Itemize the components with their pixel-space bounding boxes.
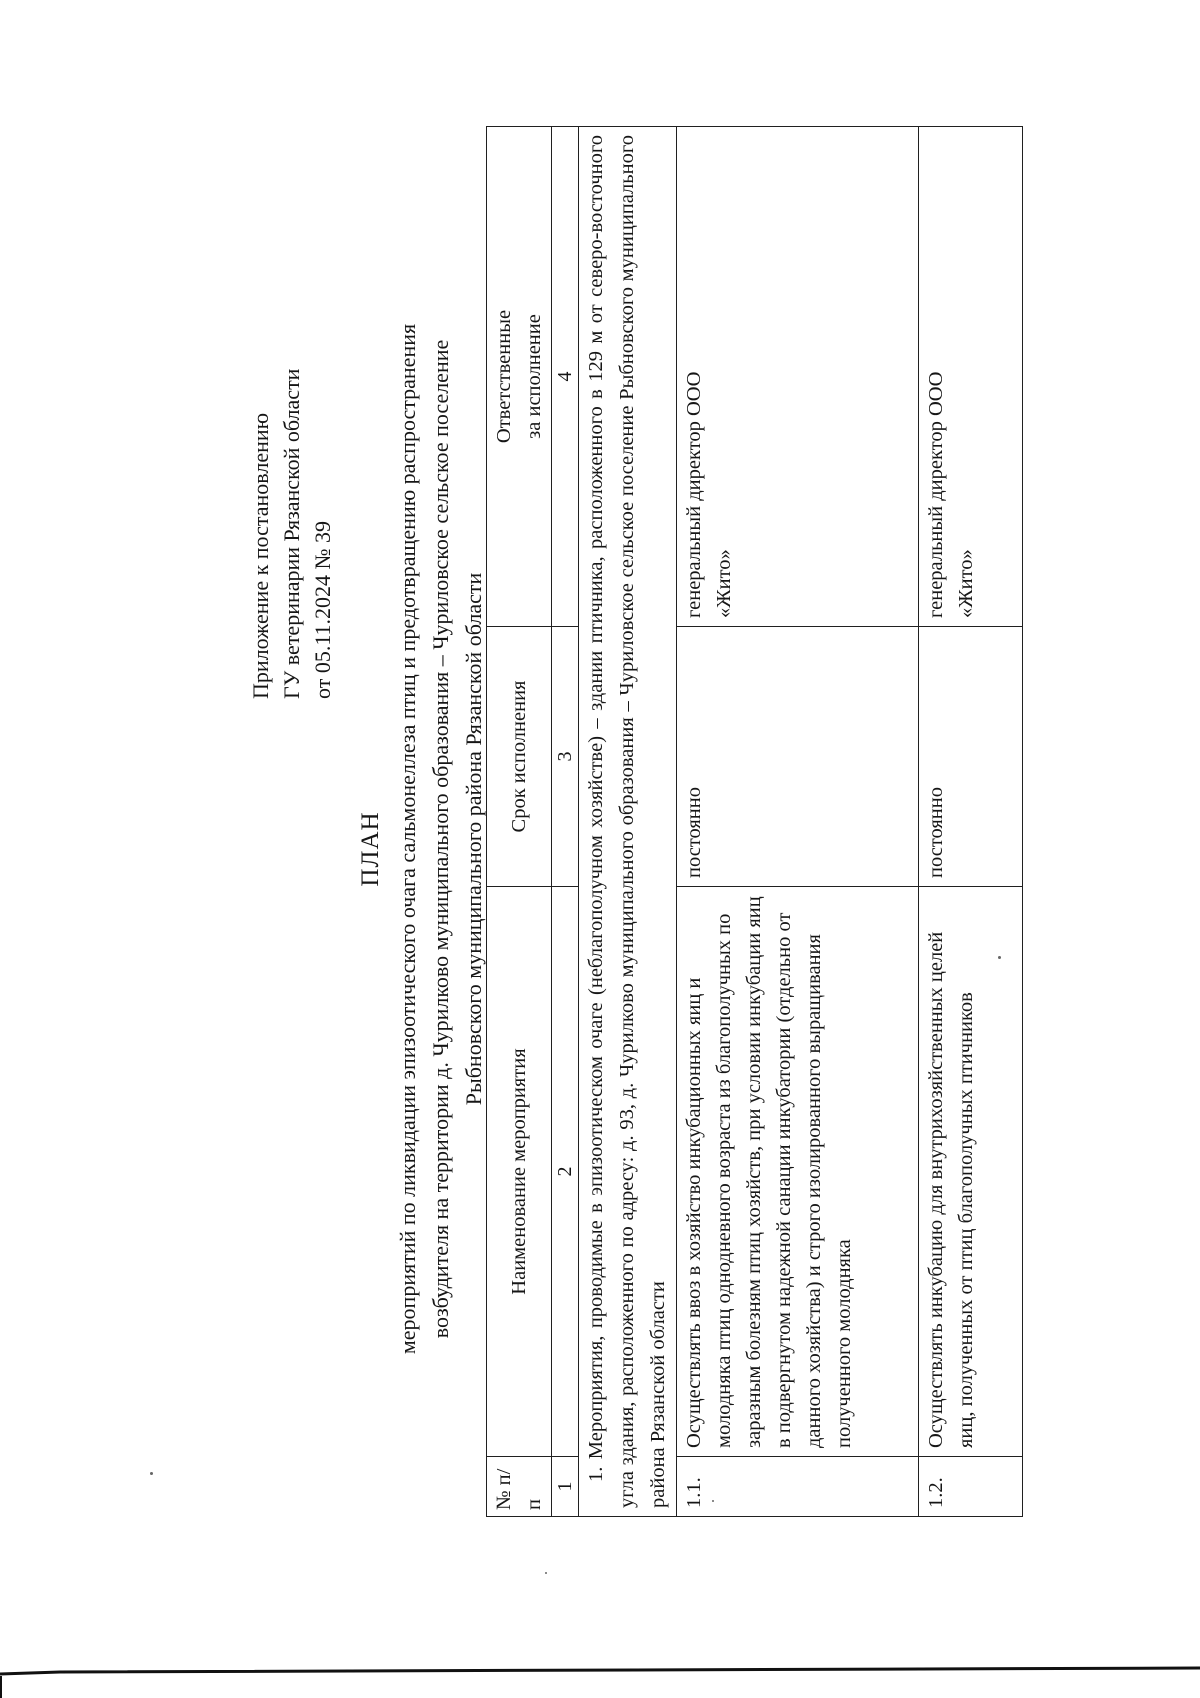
- column-number: 1: [552, 1457, 579, 1517]
- column-number: 4: [552, 127, 579, 627]
- subtitle-line-1: мероприятий по ликвидации эпизоотического очага сальмонеллеза птиц и предотвращению распространения: [395, 323, 420, 1355]
- scan-edge-line: [0, 1668, 1200, 1674]
- section-heading-text: 1. Мероприятия, проводимые в эпизоотическом очаге (неблагополучном хозяйстве) – здании птичника, расположенного в 129 м от северо-восточного угла здания, расположенного по адресу: д. 93, д. Чурилково муниципального образования – Чуриловское сельское поселение Рыбновского муниципального района Рязанской области: [585, 135, 669, 1508]
- row-number: 1.1.: [677, 1457, 919, 1517]
- document-subtitle: [391, 179, 490, 1499]
- approval-line-2: ГУ ветеринарии Рязанской области: [279, 368, 304, 699]
- approval-line-3: от 05.11.2024 № 39: [310, 521, 335, 699]
- scan-speck: [712, 1500, 714, 1502]
- header-responsible-line-2: за исполнение: [523, 314, 545, 439]
- section-heading: [579, 127, 677, 1517]
- subtitle-line-3: Рыбновского муниципального района Рязанской области: [461, 572, 486, 1106]
- scan-speck: [998, 956, 1001, 959]
- column-number: 3: [552, 627, 579, 887]
- scan-speck: [545, 1572, 547, 1574]
- header-name: Наименование мероприятия: [487, 887, 552, 1457]
- row-number: 1.2.: [919, 1457, 1023, 1517]
- document-title: ПЛАН: [357, 811, 384, 887]
- row-measure: Осуществлять ввоз в хозяйство инкубационных яиц и молодняка птиц однодневного возраста из благополучных по заразным болезням птиц хозяйств, при условии инкубации яиц в подвергнутом надежной санации инкубатории (отдельно от данного хозяйства) и строго изолированного выращивания полученного молодняка: [677, 887, 919, 1457]
- header-responsible-line-1: Ответственные: [493, 309, 515, 444]
- subtitle-line-2: возбудителя на территории д. Чурилково муниципального образования – Чуриловское сельское поселение: [428, 339, 453, 1339]
- header-num: № п/п: [487, 1457, 552, 1517]
- measures-table: [486, 126, 1023, 1517]
- scan-speck: [150, 1472, 153, 1475]
- section-heading-row: [579, 127, 677, 1517]
- rotated-document-page: [95, 119, 1105, 1579]
- header-date: Срок исполнения: [487, 627, 552, 887]
- row-deadline: постоянно: [677, 627, 919, 887]
- row-deadline: постоянно: [919, 627, 1023, 887]
- row-responsible: генеральный директор ООО «Жито»: [919, 127, 1023, 627]
- table-row: [677, 127, 919, 1517]
- row-responsible: генеральный директор ООО «Жито»: [677, 127, 919, 627]
- column-number: 2: [552, 887, 579, 1457]
- approval-header: [245, 279, 338, 699]
- column-number-row: [552, 127, 579, 1517]
- row-measure: Осуществлять инкубацию для внутрихозяйственных целей яиц, полученных от птиц благополучных птичников: [919, 887, 1023, 1457]
- table-row: [919, 127, 1023, 1517]
- approval-line-1: Приложение к постановлению: [248, 412, 273, 699]
- header-responsible: [487, 127, 552, 627]
- table-header-row: [487, 127, 552, 1517]
